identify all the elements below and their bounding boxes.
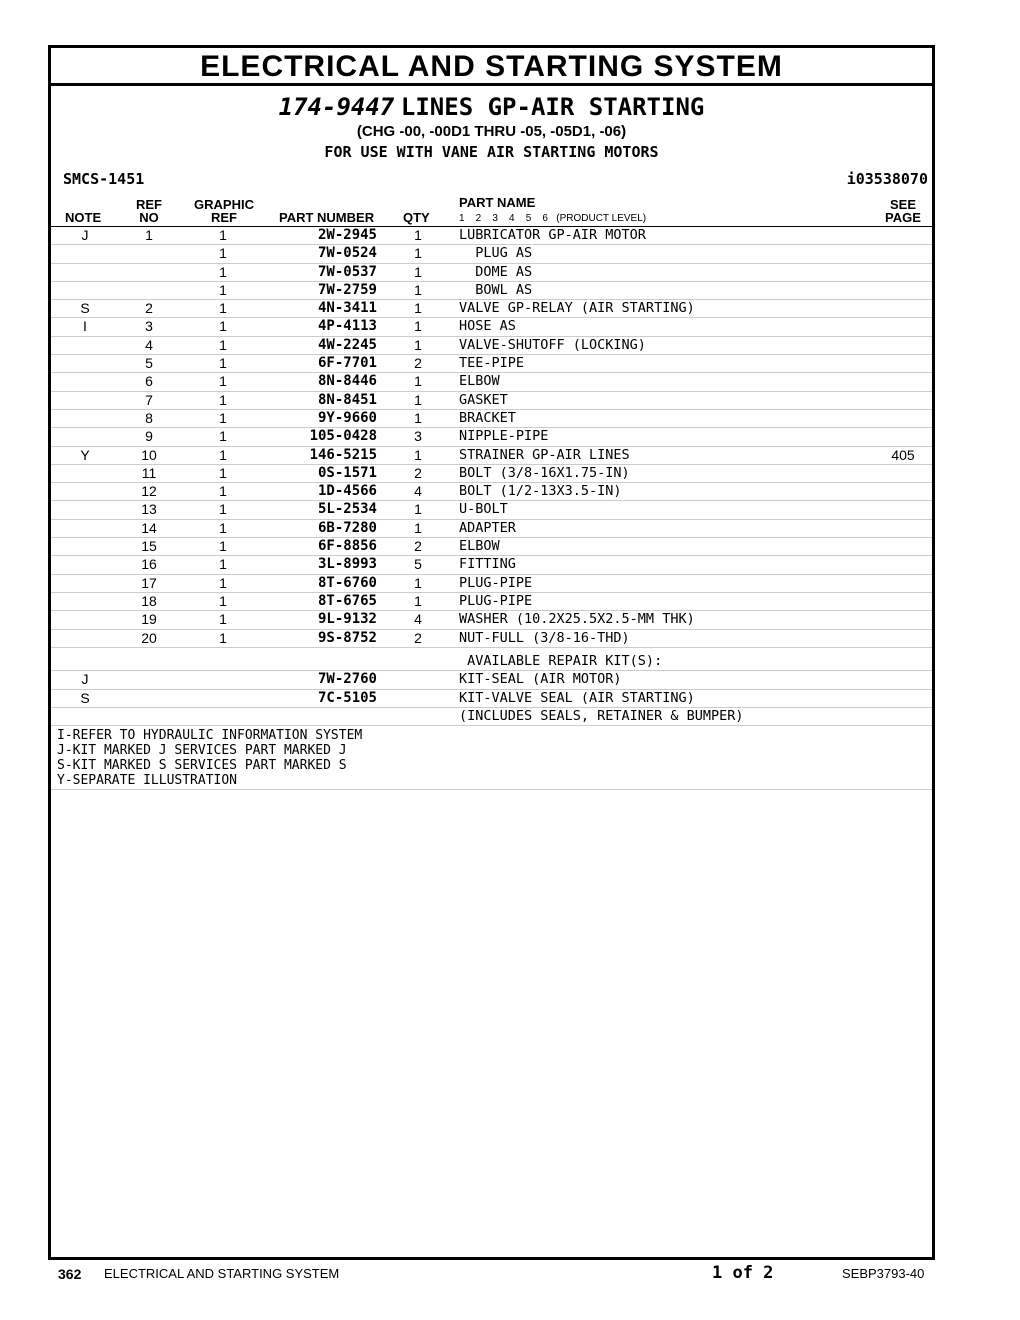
kit-part-number: 7C-5105 — [317, 689, 377, 706]
cell-part-name: DOME AS — [459, 263, 533, 280]
repair-kits-table — [51, 653, 932, 726]
cell-qty: 1 — [414, 373, 422, 390]
cell-graphic-ref: 1 — [219, 281, 227, 298]
note-line: I-REFER TO HYDRAULIC INFORMATION SYSTEM — [57, 728, 363, 743]
kit-part-number: 7W-2760 — [317, 671, 377, 688]
kit-part-name: KIT-VALVE SEAL (AIR STARTING) — [459, 689, 695, 706]
cell-ref-no: 16 — [141, 556, 157, 573]
table-row — [51, 300, 932, 318]
kit-row — [51, 653, 932, 671]
cell-qty: 1 — [414, 263, 422, 280]
cell-graphic-ref: 1 — [219, 464, 227, 481]
table-row — [51, 355, 932, 373]
cell-qty: 4 — [414, 483, 422, 500]
cell-qty: 2 — [414, 464, 422, 481]
note-line: J-KIT MARKED J SERVICES PART MARKED J — [57, 743, 347, 758]
table-row — [51, 501, 932, 519]
cell-graphic-ref: 1 — [219, 391, 227, 408]
table-row — [51, 337, 932, 355]
cell-ref-no: 11 — [141, 464, 157, 481]
smcs-code: SMCS-1451 — [63, 170, 145, 188]
kit-part-name: KIT-SEAL (AIR MOTOR) — [459, 671, 622, 688]
kit-note: J — [81, 671, 89, 688]
table-row — [51, 630, 932, 648]
page-frame — [48, 45, 935, 1260]
cell-part-number: 6F-7701 — [317, 355, 377, 372]
cell-graphic-ref: 1 — [219, 611, 227, 628]
cell-part-name: PLUG-PIPE — [459, 574, 533, 591]
table-row — [51, 611, 932, 629]
cell-part-number: 7W-2759 — [317, 281, 377, 298]
header-see-top: SEE — [889, 197, 916, 212]
cell-note: J — [81, 227, 89, 243]
table-row — [51, 428, 932, 446]
kit-row — [51, 708, 932, 726]
header-ref-bottom: NO — [139, 210, 159, 225]
cell-graphic-ref: 1 — [219, 574, 227, 591]
table-row — [51, 447, 932, 465]
cell-qty: 5 — [414, 556, 422, 573]
cell-ref-no: 18 — [141, 592, 157, 609]
cell-graphic-ref: 1 — [219, 483, 227, 500]
group-name: LINES GP-AIR STARTING — [400, 93, 705, 121]
cell-qty: 1 — [414, 336, 422, 353]
cell-graphic-ref: 1 — [219, 263, 227, 280]
change-levels: (CHG -00, -00D1 THRU -05, -05D1, -06) — [356, 123, 627, 140]
note-line: Y-SEPARATE ILLUSTRATION — [57, 773, 238, 788]
cell-graphic-ref: 1 — [219, 409, 227, 426]
group-part-number: 174-9447 — [278, 93, 395, 121]
cell-part-number: 4P-4113 — [317, 318, 377, 335]
cell-part-name: PLUG AS — [459, 245, 533, 262]
cell-ref-no: 3 — [145, 318, 153, 335]
kit-row — [51, 690, 932, 708]
header-graphic-bottom: REF — [211, 210, 237, 225]
cell-ref-no: 4 — [145, 336, 153, 353]
cell-graphic-ref: 1 — [219, 446, 227, 463]
cell-part-number: 5L-2534 — [317, 501, 377, 518]
cell-part-number: 4W-2245 — [317, 336, 377, 353]
cell-qty: 1 — [414, 300, 422, 317]
table-row — [51, 282, 932, 300]
cell-part-name: FITTING — [459, 556, 516, 573]
cell-part-name: PLUG-PIPE — [459, 592, 533, 609]
cell-part-name: ADAPTER — [459, 519, 516, 536]
cell-part-number: 1D-4566 — [317, 483, 377, 500]
kit-part-name: AVAILABLE REPAIR KIT(S): — [459, 653, 663, 669]
cell-qty: 2 — [414, 538, 422, 555]
kit-note: S — [80, 689, 90, 706]
table-row — [51, 410, 932, 428]
cell-qty: 1 — [414, 574, 422, 591]
table-row — [51, 556, 932, 574]
table-row — [51, 520, 932, 538]
table-row — [51, 593, 932, 611]
table-row — [51, 245, 932, 263]
cell-part-name: BRACKET — [459, 409, 516, 426]
cell-part-name: TEE-PIPE — [459, 355, 525, 372]
table-row — [51, 264, 932, 282]
cell-graphic-ref: 1 — [219, 501, 227, 518]
cell-qty: 1 — [414, 501, 422, 518]
cell-part-number: 0S-1571 — [317, 464, 377, 481]
cell-graphic-ref: 1 — [219, 245, 227, 262]
cell-ref-no: 6 — [145, 373, 153, 390]
cell-ref-no: 7 — [145, 391, 153, 408]
cell-ref-no: 10 — [141, 446, 157, 463]
cell-graphic-ref: 1 — [219, 538, 227, 555]
cell-graphic-ref: 1 — [219, 629, 227, 646]
header-graphic-top: GRAPHIC — [194, 197, 254, 212]
table-row — [51, 538, 932, 556]
cell-ref-no: 13 — [141, 501, 157, 518]
cell-part-name: BOLT (1/2-13X3.5-IN) — [459, 483, 622, 500]
cell-part-name: ELBOW — [459, 373, 500, 390]
cell-part-number: 8T-6765 — [317, 592, 377, 609]
header-ref-top: REF — [136, 197, 162, 212]
cell-part-name: WASHER (10.2X25.5X2.5-MM THK) — [459, 611, 695, 628]
cell-graphic-ref: 1 — [219, 556, 227, 573]
cell-graphic-ref: 1 — [219, 519, 227, 536]
cell-part-number: 8T-6760 — [317, 574, 377, 591]
cell-part-name: U-BOLT — [459, 501, 508, 518]
cell-part-number: 146-5215 — [309, 446, 377, 463]
table-header — [51, 193, 932, 227]
cell-graphic-ref: 1 — [219, 227, 227, 243]
cell-ref-no: 12 — [141, 483, 157, 500]
cell-ref-no: 19 — [141, 611, 157, 628]
table-row — [51, 392, 932, 410]
cell-qty: 1 — [414, 391, 422, 408]
cell-see-page: 405 — [891, 446, 915, 463]
cell-graphic-ref: 1 — [219, 355, 227, 372]
table-row — [51, 318, 932, 336]
cell-part-number: 3L-8993 — [317, 556, 377, 573]
cell-part-number: 6B-7280 — [317, 519, 377, 536]
cell-graphic-ref: 1 — [219, 336, 227, 353]
cell-part-name: BOWL AS — [459, 281, 533, 298]
cell-note: S — [80, 300, 90, 317]
cell-part-number: 105-0428 — [309, 428, 377, 445]
cell-note: Y — [80, 446, 90, 463]
cell-part-number: 9Y-9660 — [317, 409, 377, 426]
cell-ref-no: 20 — [141, 629, 157, 646]
cell-part-number: 9S-8752 — [317, 629, 377, 646]
footer-sheet: 1 of 2 — [712, 1263, 774, 1283]
cell-qty: 1 — [414, 245, 422, 262]
cell-qty: 1 — [414, 519, 422, 536]
main-title: ELECTRICAL AND STARTING SYSTEM — [51, 48, 932, 86]
cell-part-number: 6F-8856 — [317, 538, 377, 555]
cell-qty: 1 — [414, 446, 422, 463]
footer-section: ELECTRICAL AND STARTING SYSTEM — [104, 1266, 340, 1281]
document-id: i03538070 — [846, 170, 928, 188]
cell-part-number: 4N-3411 — [317, 300, 377, 317]
cell-qty: 3 — [414, 428, 422, 445]
cell-part-name: HOSE AS — [459, 318, 516, 335]
cell-graphic-ref: 1 — [219, 373, 227, 390]
cell-qty: 1 — [414, 318, 422, 335]
table-row — [51, 465, 932, 483]
cell-part-name: BOLT (3/8-16X1.75-IN) — [459, 464, 630, 481]
cell-part-number: 2W-2945 — [317, 227, 377, 243]
header-see-bottom: PAGE — [885, 210, 921, 225]
cell-part-name: GASKET — [459, 391, 508, 408]
cell-ref-no: 9 — [145, 428, 153, 445]
cell-ref-no: 14 — [141, 519, 157, 536]
cell-qty: 2 — [414, 629, 422, 646]
cell-graphic-ref: 1 — [219, 318, 227, 335]
cell-ref-no: 15 — [141, 538, 157, 555]
cell-ref-no: 8 — [145, 409, 153, 426]
header-part-number: PART NUMBER — [279, 210, 375, 225]
cell-part-number: 7W-0524 — [317, 245, 377, 262]
table-row — [51, 575, 932, 593]
for-use-note: FOR USE WITH VANE AIR STARTING MOTORS — [324, 143, 659, 161]
header-product-levels: 1 2 3 4 5 6 (PRODUCT LEVEL) — [459, 213, 647, 224]
cell-part-name: STRAINER GP-AIR LINES — [459, 446, 630, 463]
cell-qty: 1 — [414, 281, 422, 298]
cell-part-name: VALVE GP-RELAY (AIR STARTING) — [459, 300, 695, 317]
note-line: S-KIT MARKED S SERVICES PART MARKED S — [57, 758, 347, 773]
cell-part-name: VALVE-SHUTOFF (LOCKING) — [459, 336, 646, 353]
kit-row — [51, 671, 932, 689]
header-qty: QTY — [403, 210, 430, 225]
table-row — [51, 373, 932, 391]
cell-part-name: LUBRICATOR GP-AIR MOTOR — [459, 227, 646, 243]
table-row — [51, 227, 932, 245]
cell-qty: 1 — [414, 409, 422, 426]
cell-ref-no: 2 — [145, 300, 153, 317]
cell-qty: 4 — [414, 611, 422, 628]
cell-part-number: 7W-0537 — [317, 263, 377, 280]
cell-graphic-ref: 1 — [219, 428, 227, 445]
cell-part-number: 8N-8451 — [317, 391, 377, 408]
cell-graphic-ref: 1 — [219, 592, 227, 609]
table-row — [51, 483, 932, 501]
cell-part-number: 8N-8446 — [317, 373, 377, 390]
header-note: NOTE — [65, 210, 102, 225]
cell-part-name: NUT-FULL (3/8-16-THD) — [459, 629, 630, 646]
cell-ref-no: 17 — [141, 574, 157, 591]
notes-divider — [51, 789, 932, 790]
notes-legend — [57, 728, 362, 788]
footer-page-number: 362 — [58, 1266, 82, 1282]
cell-part-number: 9L-9132 — [317, 611, 377, 628]
cell-qty: 2 — [414, 355, 422, 372]
cell-note: I — [83, 318, 87, 335]
group-title — [51, 94, 932, 121]
cell-graphic-ref: 1 — [219, 300, 227, 317]
kit-part-name: (INCLUDES SEALS, RETAINER & BUMPER) — [459, 707, 744, 724]
cell-qty: 1 — [414, 592, 422, 609]
parts-table — [51, 227, 932, 648]
cell-part-name: NIPPLE-PIPE — [459, 428, 549, 445]
footer-doc-number: SEBP3793-40 — [842, 1266, 925, 1281]
cell-qty: 1 — [414, 227, 422, 243]
header-part-name: PART NAME — [459, 195, 536, 210]
cell-ref-no: 1 — [145, 227, 153, 243]
cell-part-name: ELBOW — [459, 538, 500, 555]
cell-ref-no: 5 — [145, 355, 153, 372]
